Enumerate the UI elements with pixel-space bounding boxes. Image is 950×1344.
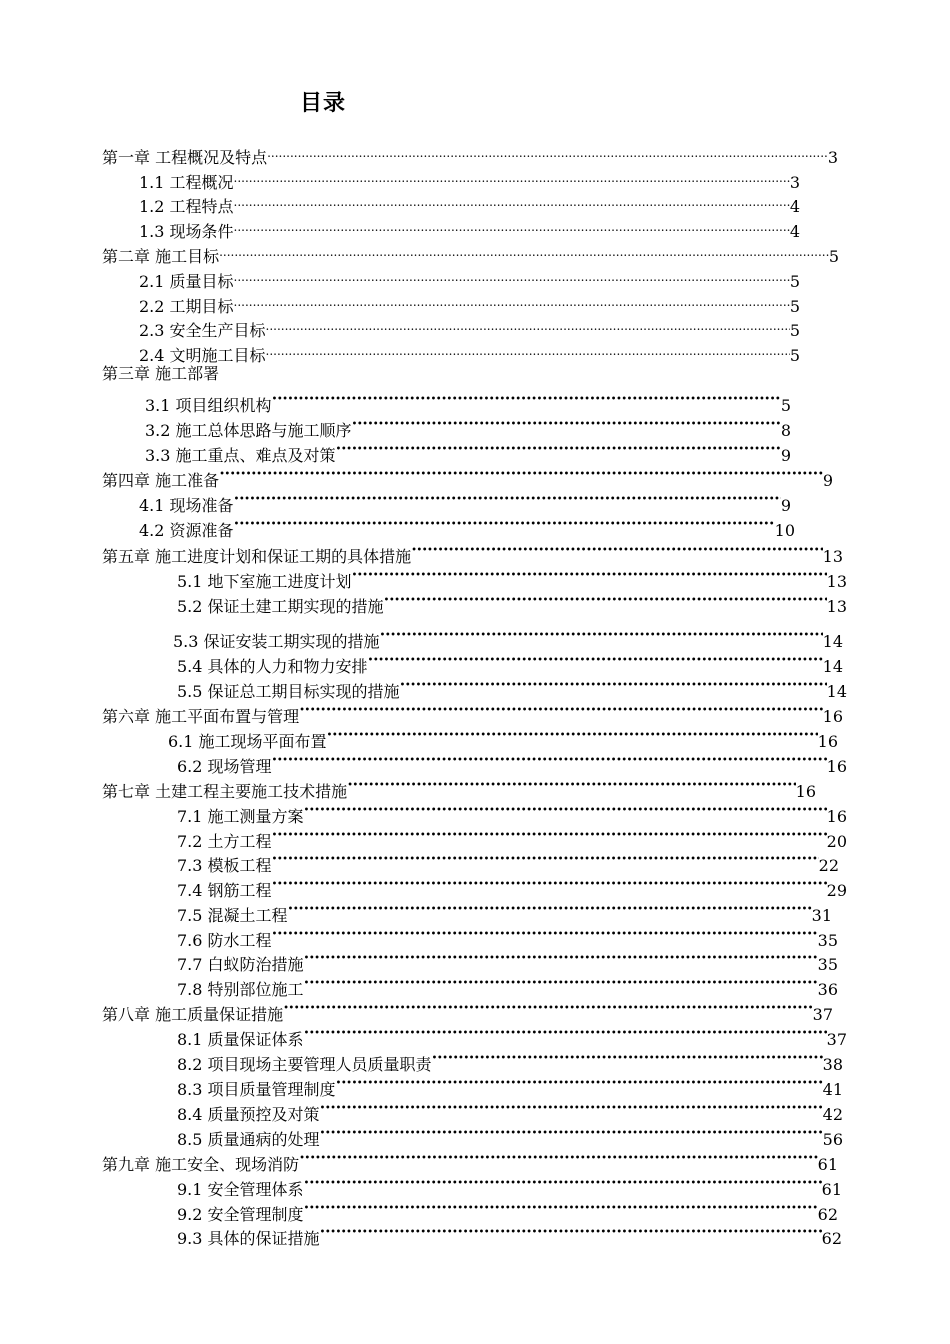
toc-entry-label: 5.5 保证总工期目标实现的措施 xyxy=(177,682,400,701)
toc-entry-chapter-7[interactable] xyxy=(102,773,816,801)
toc-leader xyxy=(267,139,828,163)
toc-entry[interactable] xyxy=(177,823,847,851)
toc-entry[interactable] xyxy=(139,487,791,515)
toc-entry-page: 38 xyxy=(822,1055,843,1074)
toc-leader xyxy=(234,213,790,237)
toc-entry[interactable] xyxy=(177,847,839,875)
toc-leader xyxy=(299,698,823,722)
toc-entry-label: 第七章 土建工程主要施工技术措施 xyxy=(102,782,348,801)
toc-leader xyxy=(234,487,781,511)
toc-entry-label: 第二章 施工目标 xyxy=(102,247,220,266)
toc-entry-label: 5.2 保证土建工期实现的措施 xyxy=(177,597,384,616)
toc-entry-label: 8.5 质量通病的处理 xyxy=(177,1130,320,1149)
toc-entry-page: 16 xyxy=(826,757,847,776)
toc-entry[interactable] xyxy=(177,1171,842,1199)
toc-entry-label: 第九章 施工安全、现场消防 xyxy=(102,1155,300,1174)
toc-entry-label: 5.3 保证安装工期实现的措施 xyxy=(173,632,380,651)
toc-entry[interactable] xyxy=(177,798,847,826)
toc-entry[interactable] xyxy=(177,1021,847,1049)
toc-leader xyxy=(234,263,790,287)
toc-entry-label: 7.2 土方工程 xyxy=(177,832,272,851)
toc-entry[interactable] xyxy=(145,387,791,415)
toc-leader xyxy=(219,462,823,486)
toc-entry[interactable] xyxy=(177,648,843,676)
toc-entry-page: 61 xyxy=(821,1180,842,1199)
toc-entry-chapter-3[interactable] xyxy=(102,362,402,386)
toc-entry-page: 16 xyxy=(822,707,843,726)
toc-leader xyxy=(380,623,823,647)
toc-entry[interactable] xyxy=(145,412,791,440)
toc-entry-page: 4 xyxy=(789,222,800,241)
toc-entry[interactable] xyxy=(177,1121,843,1149)
toc-leader xyxy=(299,1146,818,1170)
toc-entry-page: 3 xyxy=(789,173,800,192)
toc-leader xyxy=(432,1046,823,1070)
toc-entry-page: 16 xyxy=(817,732,838,751)
toc-entry-label: 第三章 施工部署 xyxy=(102,364,220,383)
toc-entry-page: 14 xyxy=(822,632,843,651)
toc-entry-page: 3 xyxy=(827,148,838,167)
toc-entry-label: 4.1 现场准备 xyxy=(139,496,234,515)
toc-leader xyxy=(272,387,781,411)
toc-entry-page: 37 xyxy=(812,1005,833,1024)
toc-entry-label: 8.2 项目现场主要管理人员质量职责 xyxy=(177,1055,432,1074)
toc-entry-label: 第六章 施工平面布置与管理 xyxy=(102,707,300,726)
toc-entry-page: 9 xyxy=(822,471,833,490)
toc-entry[interactable] xyxy=(173,623,843,651)
toc-entry[interactable] xyxy=(177,1046,843,1074)
toc-entry-label: 7.3 模板工程 xyxy=(177,856,272,875)
toc-leader xyxy=(352,563,827,587)
toc-entry-label: 5.1 地下室施工进度计划 xyxy=(177,572,352,591)
toc-leader xyxy=(283,996,813,1020)
toc-entry[interactable] xyxy=(139,213,800,241)
toc-leader xyxy=(320,1121,823,1145)
toc-entry-page: 37 xyxy=(826,1030,847,1049)
toc-entry[interactable] xyxy=(177,673,847,701)
toc-title: 目录 xyxy=(300,91,347,116)
toc-entry[interactable] xyxy=(177,922,838,950)
toc-entry-label: 7.5 混凝土工程 xyxy=(177,906,288,925)
toc-entry-label: 9.1 安全管理体系 xyxy=(177,1180,304,1199)
toc-entry-page: 9 xyxy=(780,496,791,515)
toc-entry[interactable] xyxy=(177,1071,843,1099)
toc-leader xyxy=(336,437,781,461)
toc-entry-chapter-4[interactable] xyxy=(102,462,833,490)
toc-entry-label: 7.6 防水工程 xyxy=(177,931,272,950)
toc-leader xyxy=(266,312,790,336)
toc-leader xyxy=(219,238,829,262)
toc-leader xyxy=(400,673,827,697)
toc-leader xyxy=(304,1196,818,1220)
toc-leader xyxy=(304,1021,827,1045)
toc-entry-label: 7.4 钢筋工程 xyxy=(177,881,272,900)
toc-entry-label: 3.2 施工总体思路与施工顺序 xyxy=(145,421,352,440)
toc-entry-label: 2.4 文明施工目标 xyxy=(139,346,266,365)
toc-entry-chapter-5[interactable] xyxy=(102,538,843,566)
toc-entry-label: 7.1 施工测量方案 xyxy=(177,807,304,826)
toc-entry[interactable] xyxy=(177,946,838,974)
toc-entry-page: 62 xyxy=(821,1229,842,1248)
toc-entry[interactable] xyxy=(145,437,791,465)
toc-leader xyxy=(272,872,827,896)
toc-entry[interactable] xyxy=(177,748,847,776)
toc-leader xyxy=(234,288,790,312)
toc-entry-chapter-9[interactable] xyxy=(102,1146,838,1174)
toc-entry-page: 29 xyxy=(826,881,847,900)
toc-entry-label: 1.1 工程概况 xyxy=(139,173,234,192)
toc-entry[interactable] xyxy=(168,723,838,751)
toc-entry-chapter-6[interactable] xyxy=(102,698,843,726)
toc-leader xyxy=(304,1171,822,1195)
toc-entry-label: 3.1 项目组织机构 xyxy=(145,396,272,415)
toc-entry-chapter-2[interactable] xyxy=(102,238,839,266)
toc-entry[interactable] xyxy=(177,588,847,616)
toc-entry-page: 20 xyxy=(826,832,847,851)
toc-entry-page: 13 xyxy=(826,572,847,591)
toc-leader xyxy=(272,748,827,772)
toc-leader xyxy=(304,798,827,822)
toc-entry-page: 5 xyxy=(780,396,791,415)
toc-entry[interactable] xyxy=(177,872,847,900)
toc-entry-page: 9 xyxy=(780,446,791,465)
toc-leader xyxy=(272,847,819,871)
toc-leader xyxy=(327,723,818,747)
toc-entry-page: 5 xyxy=(828,247,839,266)
toc-entry-label: 2.3 安全生产目标 xyxy=(139,321,266,340)
toc-entry-page: 5 xyxy=(789,272,800,291)
toc-entry-label: 1.3 现场条件 xyxy=(139,222,234,241)
toc-leader xyxy=(368,648,823,672)
toc-entry[interactable] xyxy=(139,164,800,192)
toc-entry[interactable] xyxy=(139,188,800,216)
toc-entry-label: 5.4 具体的人力和物力安排 xyxy=(177,657,368,676)
toc-entry-chapter-8[interactable] xyxy=(102,996,833,1024)
toc-entry-page: 8 xyxy=(780,421,791,440)
toc-leader xyxy=(266,337,790,361)
toc-entry-label: 8.4 质量预控及对策 xyxy=(177,1105,320,1124)
toc-leader xyxy=(347,773,796,797)
toc-entry-page: 41 xyxy=(822,1080,843,1099)
toc-entry[interactable] xyxy=(139,337,800,365)
toc-entry-page: 35 xyxy=(817,931,838,950)
toc-entry-label: 第一章 工程概况及特点 xyxy=(102,148,268,167)
toc-entry[interactable] xyxy=(177,1220,842,1248)
toc-entry-page: 16 xyxy=(826,807,847,826)
toc-entry-page: 4 xyxy=(789,197,800,216)
toc-entry-chapter-1[interactable] xyxy=(102,139,838,167)
toc-entry[interactable] xyxy=(139,312,800,340)
toc-entry-label: 2.2 工期目标 xyxy=(139,297,234,316)
toc-entry-label: 9.3 具体的保证措施 xyxy=(177,1229,320,1248)
toc-entry-page: 5 xyxy=(789,346,800,365)
toc-entry-page: 16 xyxy=(795,782,816,801)
toc-entry-label: 第五章 施工进度计划和保证工期的具体措施 xyxy=(102,547,412,566)
toc-entry[interactable] xyxy=(177,897,832,925)
toc-entry-label: 8.1 质量保证体系 xyxy=(177,1030,304,1049)
toc-entry-page: 14 xyxy=(822,657,843,676)
toc-leader xyxy=(234,188,790,212)
toc-entry-page: 62 xyxy=(817,1205,838,1224)
toc-entry-label: 8.3 项目质量管理制度 xyxy=(177,1080,336,1099)
toc-entry-page: 35 xyxy=(817,955,838,974)
toc-leader xyxy=(320,1096,823,1120)
toc-entry[interactable] xyxy=(177,563,847,591)
toc-entry-page: 13 xyxy=(826,597,847,616)
toc-entry-label: 第四章 施工准备 xyxy=(102,471,220,490)
toc-leader xyxy=(384,588,827,612)
toc-entry-page: 5 xyxy=(789,321,800,340)
toc-entry-label: 6.1 施工现场平面布置 xyxy=(168,732,327,751)
toc-entry[interactable] xyxy=(177,1196,838,1224)
toc-leader xyxy=(304,946,818,970)
toc-leader xyxy=(288,897,812,921)
toc-entry[interactable] xyxy=(139,512,795,540)
toc-leader xyxy=(304,971,818,995)
toc-entry-page: 56 xyxy=(822,1130,843,1149)
toc-entry-label: 7.8 特别部位施工 xyxy=(177,980,304,999)
toc-entry[interactable] xyxy=(139,288,800,316)
toc-leader xyxy=(320,1220,822,1244)
toc-leader xyxy=(234,164,790,188)
toc-entry-label: 3.3 施工重点、难点及对策 xyxy=(145,446,336,465)
toc-entry-page: 10 xyxy=(774,521,795,540)
toc-entry-page: 61 xyxy=(817,1155,838,1174)
toc-entry-label: 第八章 施工质量保证措施 xyxy=(102,1005,284,1024)
toc-entry-page: 14 xyxy=(826,682,847,701)
toc-leader xyxy=(234,512,775,536)
toc-entry[interactable] xyxy=(139,263,800,291)
toc-entry-page: 42 xyxy=(822,1105,843,1124)
toc-entry-label: 2.1 质量目标 xyxy=(139,272,234,291)
toc-entry-page: 31 xyxy=(811,906,832,925)
toc-entry-label: 1.2 工程特点 xyxy=(139,197,234,216)
toc-entry-page: 5 xyxy=(789,297,800,316)
toc-leader xyxy=(411,538,823,562)
toc-entry-label: 7.7 白蚁防治措施 xyxy=(177,955,304,974)
toc-leader xyxy=(272,922,818,946)
toc-entry-page: 13 xyxy=(822,547,843,566)
toc-leader xyxy=(272,823,827,847)
toc-entry-page: 22 xyxy=(818,856,839,875)
toc-entry-label: 9.2 安全管理制度 xyxy=(177,1205,304,1224)
toc-entry[interactable] xyxy=(177,971,838,999)
toc-leader xyxy=(336,1071,823,1095)
toc-entry-label: 4.2 资源准备 xyxy=(139,521,234,540)
toc-entry[interactable] xyxy=(177,1096,843,1124)
toc-entry-page: 36 xyxy=(817,980,838,999)
toc-entry-label: 6.2 现场管理 xyxy=(177,757,272,776)
toc-leader xyxy=(352,412,781,436)
